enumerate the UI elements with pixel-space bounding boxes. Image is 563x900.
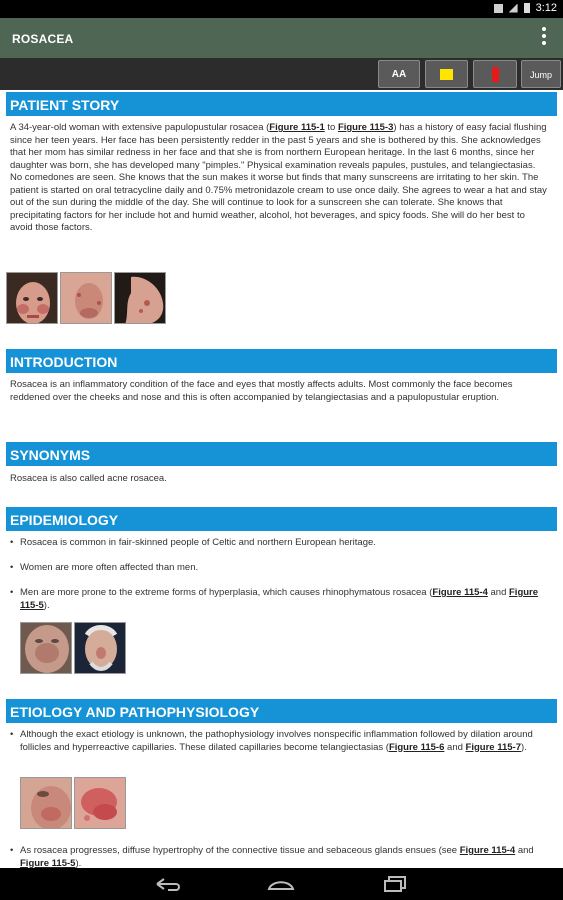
app-title: ROSACEA — [12, 32, 74, 46]
figure-link[interactable]: Figure 115-5 — [20, 857, 76, 868]
text-run: ). — [520, 741, 527, 753]
figure-thumbnail[interactable] — [6, 272, 58, 324]
notification-icon — [494, 4, 503, 13]
text-run: and — [515, 845, 534, 856]
text-run: ) has a history of easy facial flushing since her teen years. Her face has been persistently redder in the past 5 years and she is bothered by this. She acknowledges that her mom has similar redness in her face and that she is from northern European heritage. In the last 6 months, since her daughter was born, she has developed many "pimples." Physical examination reveals papules, pustules, and telangiectasias. No comedones are seen. She knows that the sun makes it worse but finds that many sunscreens are irritating to her skin. The patient is started on oral tetracycline daily and 0.75% metronidazole cream to use once daily. She agrees to wear a hat and stay out of the sun during the middle of the day. She will continue to look for a sunscreen she can tolerate. She knows that precipitating factors for her include hot and humid weather, alcohol, hot beverages, and spicy foods. She will do her best to avoid those factors. — [10, 122, 547, 233]
app-bar — [0, 18, 563, 58]
list-item — [8, 587, 548, 612]
text-run: Men are more prone to the extreme forms of hyperplasia, which causes rhinophymatous rosacea ( — [20, 587, 433, 598]
text-run: Although the exact etiology is unknown, the pathophysiology involves nonspecific inflammation followed by dilation around follicles and hyperreactive capillaries. These dilated capillaries become telangiectasias ( — [20, 729, 533, 753]
figure-link[interactable]: Figure 115-6 — [388, 741, 445, 753]
figure-link[interactable]: Figure 115-3 — [337, 122, 394, 133]
signal-icon — [509, 4, 518, 13]
navigation-bar — [0, 868, 563, 900]
section-title: PATIENT STORY — [10, 97, 120, 113]
status-time: 3:12 — [535, 2, 557, 14]
section-title: EPIDEMIOLOGY — [10, 512, 119, 528]
figure-link[interactable]: Figure 115-4 — [459, 845, 516, 856]
figure-thumbnail[interactable] — [20, 622, 72, 674]
section-header-synonyms — [6, 442, 557, 466]
content-area[interactable] — [0, 90, 563, 868]
figure-thumbnail[interactable] — [74, 622, 126, 674]
figure-thumbnail[interactable] — [20, 777, 72, 829]
text-run: ). — [75, 857, 82, 868]
figure-link[interactable]: Figure 115-5 — [20, 587, 539, 611]
text-run: A 34-year-old woman with extensive papulopustular rosacea ( — [10, 122, 270, 133]
list-item: • Rosacea is common in fair-skinned people of Celtic and northern European heritage. — [8, 537, 548, 550]
battery-icon — [524, 3, 530, 13]
status-icons — [494, 2, 557, 14]
toolbar — [0, 58, 563, 90]
font-size-button[interactable] — [378, 60, 420, 88]
section-header-epidemiology — [6, 507, 557, 531]
text-run: ). — [43, 599, 50, 611]
figure-thumbnail[interactable] — [74, 777, 126, 829]
list-item — [8, 845, 548, 868]
figure-link[interactable]: Figure 115-4 — [432, 587, 488, 598]
text-run: and — [487, 587, 509, 598]
jump-button[interactable] — [521, 60, 561, 88]
synonyms-text: Rosacea is also called acne rosacea. — [10, 473, 167, 484]
yellow-swatch-icon — [440, 69, 453, 80]
list-item — [8, 729, 548, 754]
font-size-label: AA — [391, 69, 407, 80]
highlight-yellow-button[interactable] — [425, 60, 468, 88]
status-bar — [0, 0, 563, 18]
text-run: and — [444, 741, 466, 753]
introduction-text: Rosacea is an inflammatory condition of the face and eyes that mostly affects adults. Most commonly the face becomes reddened over the cheeks and nose and this is often accompanied by telangiectasias and a papulopustular eruption. — [10, 379, 513, 403]
section-header-etiology — [6, 699, 557, 723]
figure-link[interactable]: Figure 115-1 — [269, 122, 325, 133]
section-title: INTRODUCTION — [10, 354, 118, 370]
list-item: • Women are more often affected than men. — [8, 562, 548, 575]
section-title: ETIOLOGY AND PATHOPHYSIOLOGY — [10, 704, 260, 720]
section-title: SYNONYMS — [10, 447, 91, 463]
figure-thumbnail[interactable] — [60, 272, 112, 324]
text-run: As rosacea progresses, diffuse hypertrophy of the connective tissue and sebaceous glands ensues (see — [20, 845, 460, 856]
highlight-red-button[interactable] — [473, 60, 517, 88]
text-run: to — [324, 122, 338, 133]
back-icon[interactable] — [154, 876, 182, 892]
home-icon[interactable] — [266, 876, 296, 892]
figure-link[interactable]: Figure 115-7 — [465, 741, 521, 753]
section-header-patient-story — [6, 92, 557, 116]
overflow-menu-icon[interactable] — [539, 27, 549, 49]
section-header-introduction — [6, 349, 557, 373]
recent-apps-icon[interactable] — [382, 876, 408, 892]
figure-thumbnail[interactable] — [114, 272, 166, 324]
patient-story-text — [10, 122, 548, 235]
jump-label: Jump — [529, 70, 552, 80]
red-swatch-icon — [492, 67, 499, 82]
